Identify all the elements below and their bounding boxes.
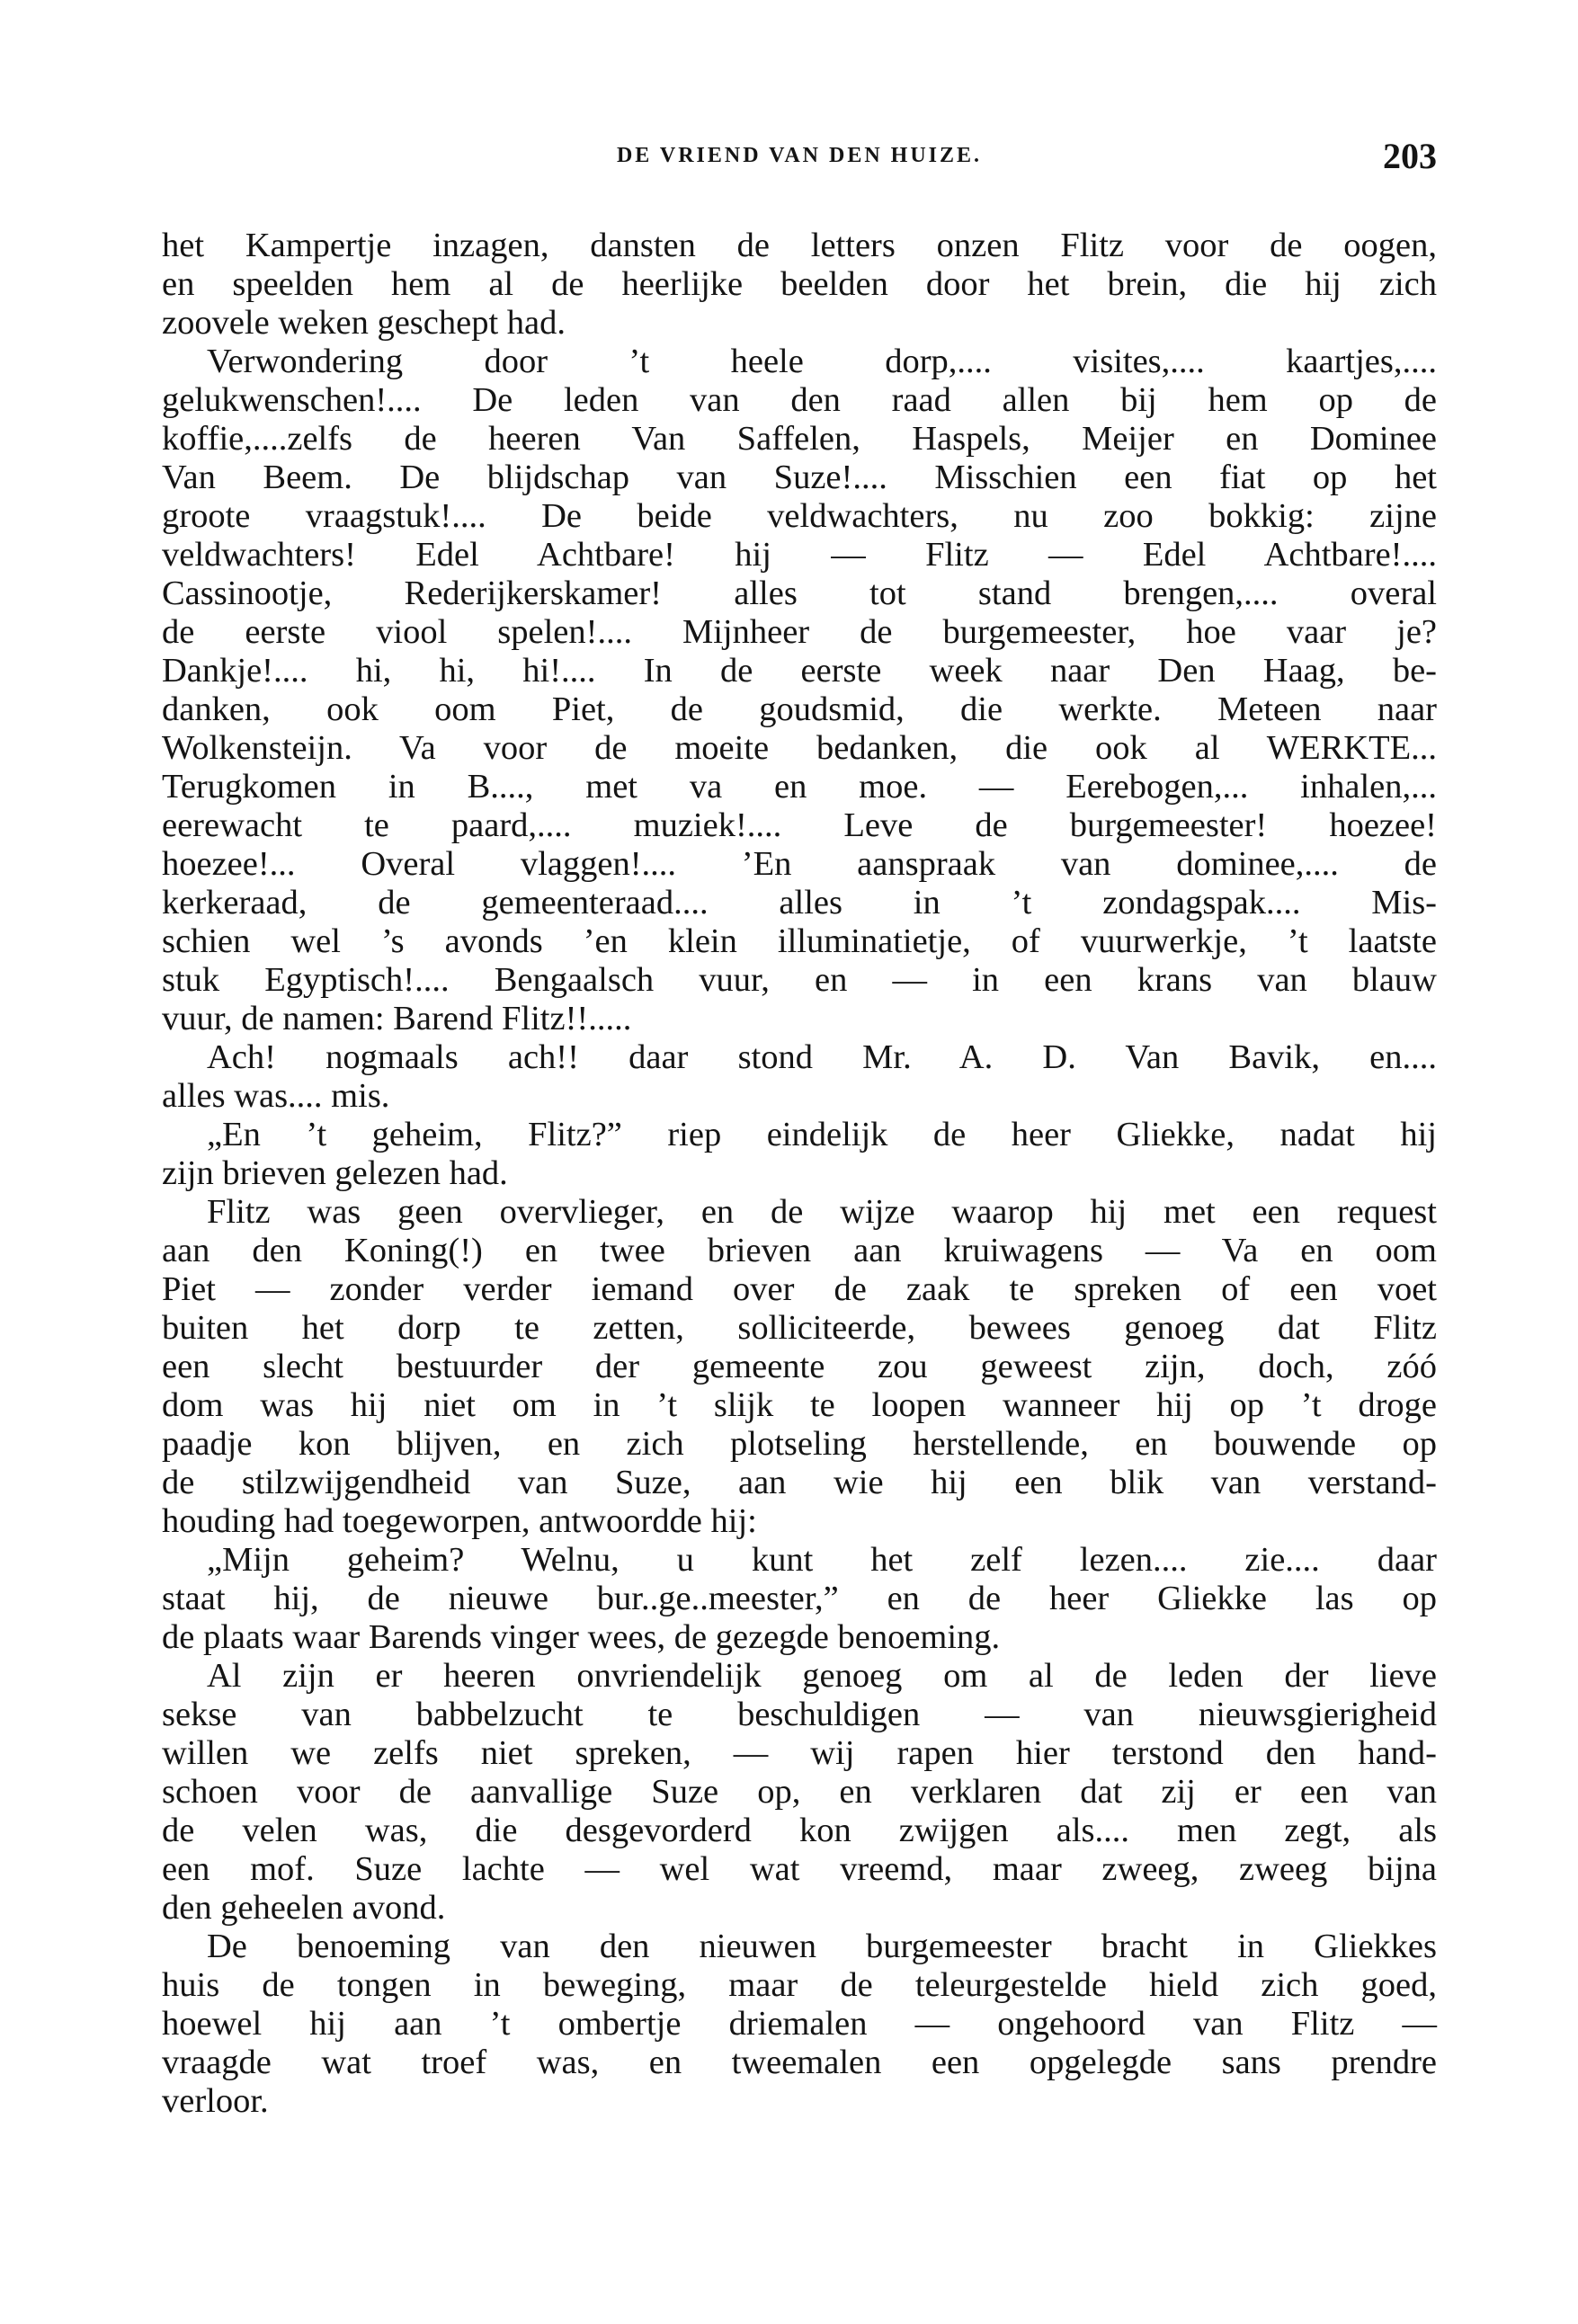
text-line: aan den Koning(!) en twee brieven aan kruiwagens — Va en oom [162,1232,1437,1269]
text-line: hoewel hij aan ’t ombertje driemalen — ongehoord van Flitz — [162,2005,1437,2043]
text-line: houding had toegeworpen, antwoordde hij: [162,1502,757,1540]
text-line: zoovele weken geschept had. [162,304,566,342]
text-line: eerewacht te paard,.... muziek!.... Leve de burgemeester! hoezee! [162,806,1437,844]
text-line: De benoeming van den nieuwen burgemeester bracht in Gliekkes [207,1928,1437,1965]
text-line: den geheelen avond. [162,1889,446,1927]
text-line: willen we zelfs niet spreken, — wij rapen hier terstond den hand- [162,1734,1437,1772]
text-line: veldwachters! Edel Achtbare! hij — Flitz — Edel Achtbare!.... [162,536,1437,574]
text-line: groote vraagstuk!.... De beide veldwachters, nu zoo bokkig: zijne [162,497,1437,535]
text-line: de eerste viool spelen!.... Mijnheer de burgemeester, hoe vaar je? [162,613,1437,651]
text-line: schien wel ’s avonds ’en klein illuminatietje, of vuurwerkje, ’t laatste [162,922,1437,960]
text-line: paadje kon blijven, en zich plotseling herstellende, en bouwende op [162,1425,1437,1463]
text-line: kerkeraad, de gemeenteraad.... alles in ’t zondagspak.... Mis- [162,884,1437,922]
text-line: Wolkensteijn. Va voor de moeite bedanken, die ook al WERKTE... [162,729,1437,767]
text-line: Piet — zonder verder iemand over de zaak te spreken of een voet [162,1270,1437,1308]
text-line: de velen was, die desgevorderd kon zwijgen als.... men zegt, als [162,1812,1437,1849]
text-line: Van Beem. De blijdschap van Suze!.... Misschien een fiat op het [162,459,1437,496]
text-line: huis de tongen in beweging, maar de teleurgestelde hield zich goed, [162,1966,1437,2004]
text-line: een slecht bestuurder der gemeente zou geweest zijn, doch, zóó [162,1348,1437,1385]
text-line: staat hij, de nieuwe bur..ge..meester,” en de heer Gliekke las op [162,1580,1437,1617]
text-line: en speelden hem al de heerlijke beelden door het brein, die hij zich [162,265,1437,303]
text-line: vuur, de namen: Barend Flitz!!..... [162,1000,632,1037]
text-line: danken, ook oom Piet, de goudsmid, die werkte. Meteen naar [162,690,1437,728]
text-line: dom was hij niet om in ’t slijk te loopen wanneer hij op ’t droge [162,1386,1437,1424]
text-line: hoezee!... Overal vlaggen!.... ’En aanspraak van dominee,.... de [162,845,1437,883]
text-line: Cassinootje, Rederijkerskamer! alles tot stand brengen,.... overal [162,574,1437,612]
text-line: Dankje!.... hi, hi, hi!.... In de eerste week naar Den Haag, be- [162,652,1437,690]
text-line: sekse van babbelzucht te beschuldigen — van nieuwsgierigheid [162,1696,1437,1733]
text-line: de plaats waar Barends vinger wees, de gezegde benoeming. [162,1618,1001,1656]
text-line: het Kampertje inzagen, dansten de letters onzen Flitz voor de oogen, [162,227,1437,264]
text-line: „En ’t geheim, Flitz?” riep eindelijk de heer Gliekke, nadat hij [207,1116,1437,1153]
text-line: Al zijn er heeren onvriendelijk genoeg om al de leden der lieve [207,1657,1437,1695]
text-line: de stilzwijgendheid van Suze, aan wie hij een blik van verstand- [162,1464,1437,1501]
text-line: Terugkomen in B...., met va en moe. — Eerebogen,... inhalen,... [162,768,1437,806]
text-line: koffie,....zelfs de heeren Van Saffelen, Haspels, Meijer en Dominee [162,420,1437,458]
text-line: zijn brieven gelezen had. [162,1154,508,1192]
text-line: Ach! nogmaals ach!! daar stond Mr. A. D. Van Bavik, en.... [207,1038,1437,1076]
page-header [162,135,1437,189]
text-line: gelukwenschen!.... De leden van den raad allen bij hem op de [162,381,1437,419]
body-text [162,227,1437,2121]
text-line: alles was.... mis. [162,1077,390,1115]
text-line: „Mijn geheim? Welnu, u kunt het zelf lezen.... zie.... daar [207,1541,1437,1579]
text-line: stuk Egyptisch!.... Bengaalsch vuur, en — in een krans van blauw [162,961,1437,999]
running-title: DE VRIEND VAN DEN HUIZE. [616,144,983,167]
text-line: buiten het dorp te zetten, solliciteerde, bewees genoeg dat Flitz [162,1309,1437,1347]
text-line: Verwondering door ’t heele dorp,.... visites,.... kaartjes,.... [207,343,1437,380]
text-line: een mof. Suze lachte — wel wat vreemd, maar zweeg, zweeg bijna [162,1850,1437,1888]
page-number: 203 [1383,136,1437,176]
text-line: vraagde wat troef was, en tweemalen een opgelegde sans prendre [162,2044,1437,2081]
text-line: Flitz was geen overvlieger, en de wijze waarop hij met een request [207,1193,1437,1231]
text-line: schoen voor de aanvallige Suze op, en verklaren dat zij er een van [162,1773,1437,1811]
text-line: verloor. [162,2082,269,2120]
